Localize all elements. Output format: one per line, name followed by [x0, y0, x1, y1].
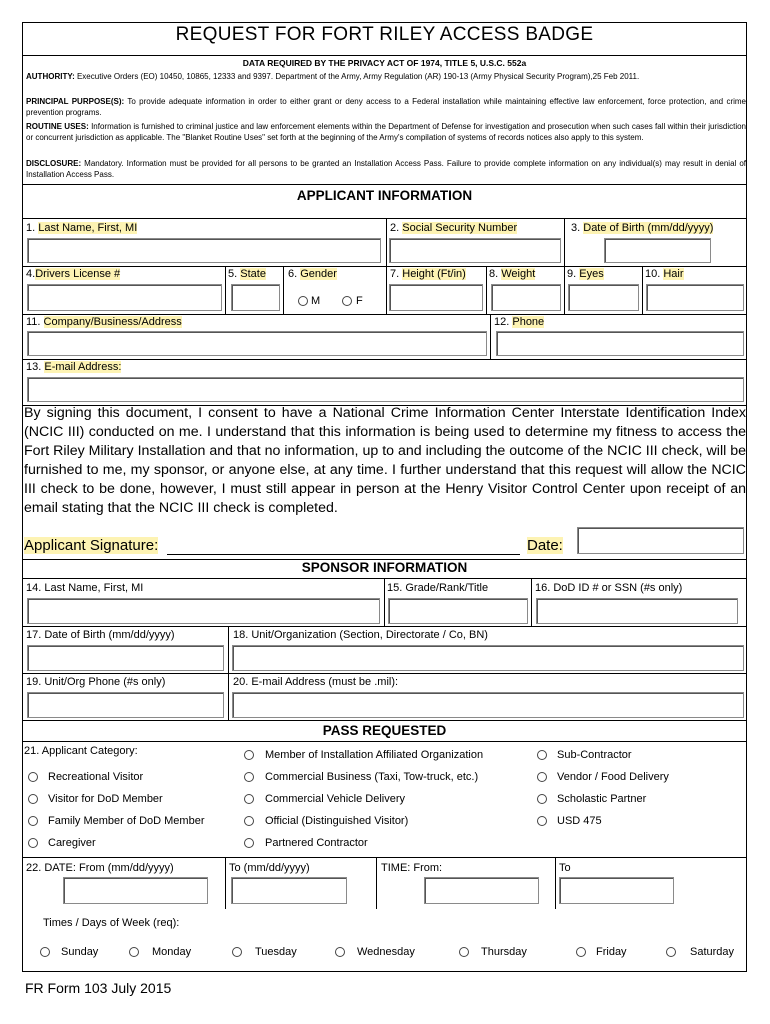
field-17-label: 17. Date of Birth (mm/dd/yyyy) — [26, 629, 175, 641]
divider — [386, 218, 387, 266]
category-option: Visitor for DoD Member — [48, 793, 163, 805]
form-title: REQUEST FOR FORT RILEY ACCESS BADGE — [175, 24, 594, 45]
field-20-label: 20. E-mail Address (must be .mil): — [233, 676, 399, 688]
divider — [22, 673, 747, 674]
day-monday-radio[interactable] — [129, 947, 139, 957]
drivers-license-input[interactable] — [27, 284, 222, 311]
divider — [564, 266, 565, 314]
field-14-label: 14. Last Name, First, MI — [26, 582, 144, 594]
purpose-label: PRINCIPAL PURPOSE(S): — [26, 97, 125, 106]
time-from-label: TIME: From: — [381, 862, 443, 874]
purpose-text: To provide adequate information in order to either grant or deny access to a Federal installation while maintaining effective law enforcement, force protection, and crime prevention programs. — [26, 97, 747, 117]
consent-statement: By signing this document, I consent to have a National Crime Information Center Interstate Identification Index (NCIC III) conducted on me. I understand that this information is being used to determine my fitness to access the Fort Riley Military Installation and that no information, up to and including the outcome of the NCIC III check, will be furnished to me, my sponsor, or anyone else, at any time. I further understand that this request will allow the NCIC III check to be done, however, I must still appear in person at the Henry Visitor Control Center upon receipt of an email stating that the NCIC III check is completed. — [24, 405, 746, 516]
sponsor-email-input[interactable] — [232, 692, 744, 718]
sponsor-name-input[interactable] — [27, 598, 380, 624]
divider — [386, 266, 387, 314]
disclosure-text: Mandatory. Information must be provided for all persons to be granted an Installation Access Pass. Failure to provide complete information on any individual(s) may result in denial of Installation Access Pass. — [26, 159, 746, 179]
divider — [564, 218, 565, 266]
date-label: Date: — [527, 537, 563, 554]
category-option: Sub-Contractor — [557, 749, 632, 761]
field-6-label: 6. Gender — [288, 268, 337, 280]
signature-date-input[interactable] — [577, 527, 744, 554]
email-input[interactable] — [27, 377, 744, 402]
day-label: Friday — [596, 946, 627, 958]
divider — [22, 218, 747, 219]
field-19-label: 19. Unit/Org Phone (#s only) — [26, 676, 166, 688]
sponsor-section-title: SPONSOR INFORMATION — [301, 560, 468, 575]
time-to-input[interactable] — [559, 877, 674, 904]
divider — [555, 857, 556, 909]
divider — [531, 578, 532, 626]
ssn-input[interactable] — [389, 238, 561, 263]
day-label: Tuesday — [255, 946, 297, 958]
field-15-label: 15. Grade/Rank/Title — [387, 582, 489, 594]
day-label: Wednesday — [357, 946, 415, 958]
divider — [283, 266, 284, 314]
category-radio[interactable] — [537, 816, 547, 826]
category-option: USD 475 — [557, 815, 602, 827]
category-radio[interactable] — [537, 794, 547, 804]
gender-f-radio[interactable] — [342, 296, 352, 306]
day-wednesday-radio[interactable] — [335, 947, 345, 957]
category-radio[interactable] — [28, 816, 38, 826]
divider — [490, 314, 491, 359]
height-input[interactable] — [389, 284, 483, 311]
divider — [22, 266, 747, 267]
divider — [22, 720, 747, 721]
sponsor-dod-id-input[interactable] — [536, 598, 738, 624]
category-option: Caregiver — [48, 837, 96, 849]
category-radio[interactable] — [537, 772, 547, 782]
date-to-input[interactable] — [231, 877, 347, 904]
category-radio[interactable] — [28, 838, 38, 848]
pass-section-title: PASS REQUESTED — [322, 723, 447, 738]
category-option: Vendor / Food Delivery — [557, 771, 669, 783]
applicant-name-input[interactable] — [27, 238, 381, 263]
category-option: Family Member of DoD Member — [48, 815, 205, 827]
day-label: Thursday — [481, 946, 527, 958]
category-radio[interactable] — [537, 750, 547, 760]
day-saturday-radio[interactable] — [666, 947, 676, 957]
category-option: Partnered Contractor — [265, 837, 368, 849]
divider — [22, 55, 747, 56]
applicant-section-title: APPLICANT INFORMATION — [296, 188, 473, 203]
hair-input[interactable] — [646, 284, 744, 311]
category-option: Recreational Visitor — [48, 771, 144, 783]
sponsor-dob-input[interactable] — [27, 645, 224, 671]
state-input[interactable] — [231, 284, 280, 311]
applicant-signature-label: Applicant Signature: — [24, 537, 159, 554]
form-footer: FR Form 103 July 2015 — [25, 980, 172, 996]
date-to-label: To (mm/dd/yyyy) — [229, 862, 310, 874]
day-sunday-radio[interactable] — [40, 947, 50, 957]
routine-uses-statement — [26, 121, 746, 143]
field-18-label: 18. Unit/Organization (Section, Directorate / Co, BN) — [233, 629, 488, 641]
field-13-label: 13. E-mail Address: — [26, 361, 122, 373]
divider — [22, 857, 747, 858]
category-radio[interactable] — [28, 772, 38, 782]
gender-f-label: F — [356, 295, 363, 307]
date-from-input[interactable] — [63, 877, 208, 904]
divider — [642, 266, 643, 314]
authority-statement — [26, 71, 746, 82]
time-to-label: To — [559, 862, 571, 874]
day-label: Saturday — [690, 946, 735, 958]
divider — [225, 857, 226, 909]
field-8-label: 8. Weight — [489, 268, 536, 280]
routine-label: ROUTINE USES: — [26, 122, 89, 131]
divider — [22, 314, 747, 315]
divider — [225, 266, 226, 314]
field-10-label: 10. Hair — [645, 268, 684, 280]
field-12-label: 12. Phone — [494, 316, 545, 328]
category-option: Commercial Business (Taxi, Tow-truck, etc.) — [265, 771, 479, 783]
authority-label: AUTHORITY: — [26, 72, 75, 81]
field-11-label: 11. Company/Business/Address — [26, 316, 182, 328]
gender-m-radio[interactable] — [298, 296, 308, 306]
sponsor-phone-input[interactable] — [27, 692, 224, 718]
day-thursday-radio[interactable] — [459, 947, 469, 957]
divider — [384, 578, 385, 626]
category-radio[interactable] — [244, 816, 254, 826]
days-of-week-label: Times / Days of Week (req): — [43, 917, 180, 929]
disclosure-statement — [26, 158, 746, 180]
divider — [22, 626, 747, 627]
field-9-label: 9. Eyes — [567, 268, 604, 280]
category-radio[interactable] — [244, 750, 254, 760]
category-radio[interactable] — [244, 838, 254, 848]
routine-text: Information is furnished to criminal justice and law enforcement elements within the Department of Defense for investigation and prosecution when such cases fall within their jurisdiction or concurrent jurisdiction as applicable. The "Blanket Routine Uses" set forth at the beginning of the Army's compilation of systems of records notices also apply to this system. — [26, 122, 746, 142]
field-4-label: 4.Drivers License # — [26, 268, 121, 280]
weight-input[interactable] — [491, 284, 561, 311]
sponsor-unit-input[interactable] — [232, 645, 744, 671]
phone-input[interactable] — [496, 331, 744, 356]
divider — [376, 857, 377, 909]
day-friday-radio[interactable] — [576, 947, 586, 957]
divider — [22, 184, 747, 185]
day-label: Sunday — [61, 946, 99, 958]
authority-text: Executive Orders (EO) 10450, 10865, 12333 and 9397. Department of the Army, Army Regulation (AR) 190-13 (Army Physical Security Program),25 Feb 2011. — [76, 72, 640, 81]
date-from-label: 22. DATE: From (mm/dd/yyyy) — [26, 862, 174, 874]
category-option: Official (Distinguished Visitor) — [265, 815, 409, 827]
divider — [486, 266, 487, 314]
divider — [22, 359, 747, 360]
field-16-label: 16. DoD ID # or SSN (#s only) — [535, 582, 683, 594]
field-3-label: 3. Date of Birth (mm/dd/yyyy) — [571, 222, 714, 234]
field-2-label: 2. Social Security Number — [390, 222, 518, 234]
category-option: Commercial Vehicle Delivery — [265, 793, 405, 805]
field-5-label: 5. State — [228, 268, 266, 280]
divider — [228, 626, 229, 720]
category-radio[interactable] — [28, 794, 38, 804]
purpose-statement — [26, 96, 746, 118]
day-tuesday-radio[interactable] — [232, 947, 242, 957]
category-option: Member of Installation Affiliated Organization — [265, 749, 484, 761]
category-option: Scholastic Partner — [557, 793, 647, 805]
divider — [22, 741, 747, 742]
applicant-category-label: 21. Applicant Category: — [24, 745, 138, 757]
privacy-act-heading: DATA REQUIRED BY THE PRIVACY ACT OF 1974, TITLE 5, U.S.C. 552a — [242, 58, 527, 68]
dob-input[interactable] — [604, 238, 711, 263]
category-radio[interactable] — [244, 772, 254, 782]
company-address-input[interactable] — [27, 331, 487, 356]
day-label: Monday — [152, 946, 192, 958]
time-from-input[interactable] — [424, 877, 539, 904]
sponsor-grade-input[interactable] — [388, 598, 528, 624]
disclosure-label: DISCLOSURE: — [26, 159, 82, 168]
field-7-label: 7. Height (Ft/in) — [390, 268, 466, 280]
gender-m-label: M — [311, 295, 321, 307]
category-radio[interactable] — [244, 794, 254, 804]
signature-line[interactable] — [167, 554, 520, 555]
eyes-input[interactable] — [568, 284, 639, 311]
field-1-label: 1. Last Name, First, MI — [26, 222, 138, 234]
